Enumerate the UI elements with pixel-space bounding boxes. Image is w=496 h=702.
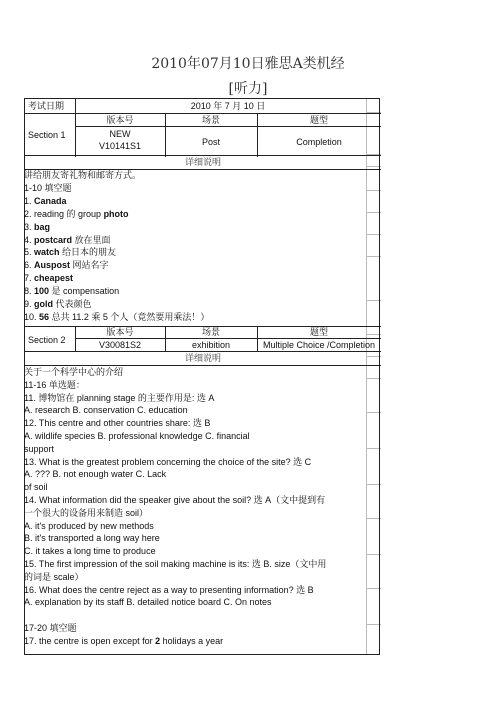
section1-label: Section 1: [28, 130, 66, 140]
detail-line: 的词是 scale）: [24, 571, 84, 582]
section1-col-version: 版本号: [106, 115, 134, 125]
section2-col-type: 题型: [309, 327, 328, 337]
detail-line: 一个很大的设备用来制造 soil）: [24, 507, 149, 518]
section1-version-line1: NEW: [109, 129, 131, 139]
date-value: 2010 年 7 月 10 日: [190, 101, 266, 111]
detail-line: 15. The first impression of the soil making machine is its: 选 B. size（文中用: [24, 559, 327, 569]
detail-line: 讲给朋友寄礼物和邮寄方式。: [24, 170, 142, 180]
detail-line: 3. bag: [24, 221, 51, 232]
detail-line: C. it takes a long time to produce: [24, 546, 156, 557]
detail-line: 4. postcard 放在里面: [24, 234, 111, 245]
detail-line: 16. What does the centre reject as a way to presenting information? 选 B: [24, 584, 314, 595]
detail-line: 1-10 填空题: [24, 182, 72, 193]
section2-label: Section 2: [28, 335, 66, 345]
section1-version-line2: V10141S1: [98, 141, 142, 151]
detail-line: 1. Canada: [24, 195, 67, 206]
document-subtitle: [听力]: [228, 81, 268, 97]
section2-details-label: 详细说明: [184, 353, 221, 363]
detail-line: 2. reading 的 group photo: [24, 208, 129, 219]
document-title: 2010年07月10日雅思A类机经: [151, 56, 345, 72]
detail-line: of soil: [24, 482, 48, 493]
section1-scene: Post: [201, 137, 220, 147]
detail-line: 12. This centre and other countries share: 选 B: [24, 418, 211, 429]
detail-line: A. explanation by its staff B. detailed notice board C. On notes: [24, 597, 272, 608]
detail-line: 8. 100 是 compensation: [24, 286, 120, 297]
detail-line: support: [24, 443, 55, 454]
detail-line: 7. cheapest: [24, 273, 74, 284]
detail-line: 5. watch 给日本的朋友: [24, 247, 117, 258]
detail-line: 13. What is the greatest problem concerning the choice of the site? 选 C: [24, 456, 312, 467]
detail-line: 6. Auspost 网站名字: [24, 260, 109, 271]
detail-line: 17. the centre is open except for 2 holidays a year: [24, 635, 224, 646]
detail-line: B. it's transported a long way here: [24, 533, 160, 544]
detail-line: 17-20 填空题: [24, 623, 77, 633]
section2-scene: exhibition: [191, 340, 231, 350]
section2-col-version: 版本号: [106, 327, 134, 337]
detail-line: 关于一个科学中心的介绍: [24, 367, 124, 377]
section1-details-label: 详细说明: [184, 157, 221, 167]
detail-line: 9. gold 代表颜色: [24, 299, 92, 309]
detail-line: 11. 博物馆在 planning stage 的主要作用是: 选 A: [24, 392, 215, 403]
date-label: 考试日期: [28, 101, 65, 111]
section1-col-type: 题型: [309, 115, 328, 125]
detail-line: 11-16 单选题：: [24, 379, 85, 390]
section1-col-scene: 场景: [201, 115, 220, 125]
detail-line: 10. 56 总共 11.2 乘 5 个人（竟然要用乘法！）: [24, 311, 210, 322]
section1-type: Completion: [296, 137, 342, 147]
detail-line: 14. What information did the speaker give about the soil? 选 A（文中提到有: [24, 495, 326, 505]
section2-type: Multiple Choice /Completion: [262, 340, 376, 350]
section2-col-scene: 场景: [201, 327, 220, 337]
section2-version: V30081S2: [98, 340, 142, 350]
detail-line: A. it's produced by new methods: [24, 520, 154, 531]
detail-line: A. wildlife species B. professional knowledge C. financial: [24, 431, 250, 441]
detail-line: A. ??? B. not enough water C. Lack: [24, 469, 167, 480]
detail-line: A. research B. conservation C. education: [24, 405, 188, 416]
